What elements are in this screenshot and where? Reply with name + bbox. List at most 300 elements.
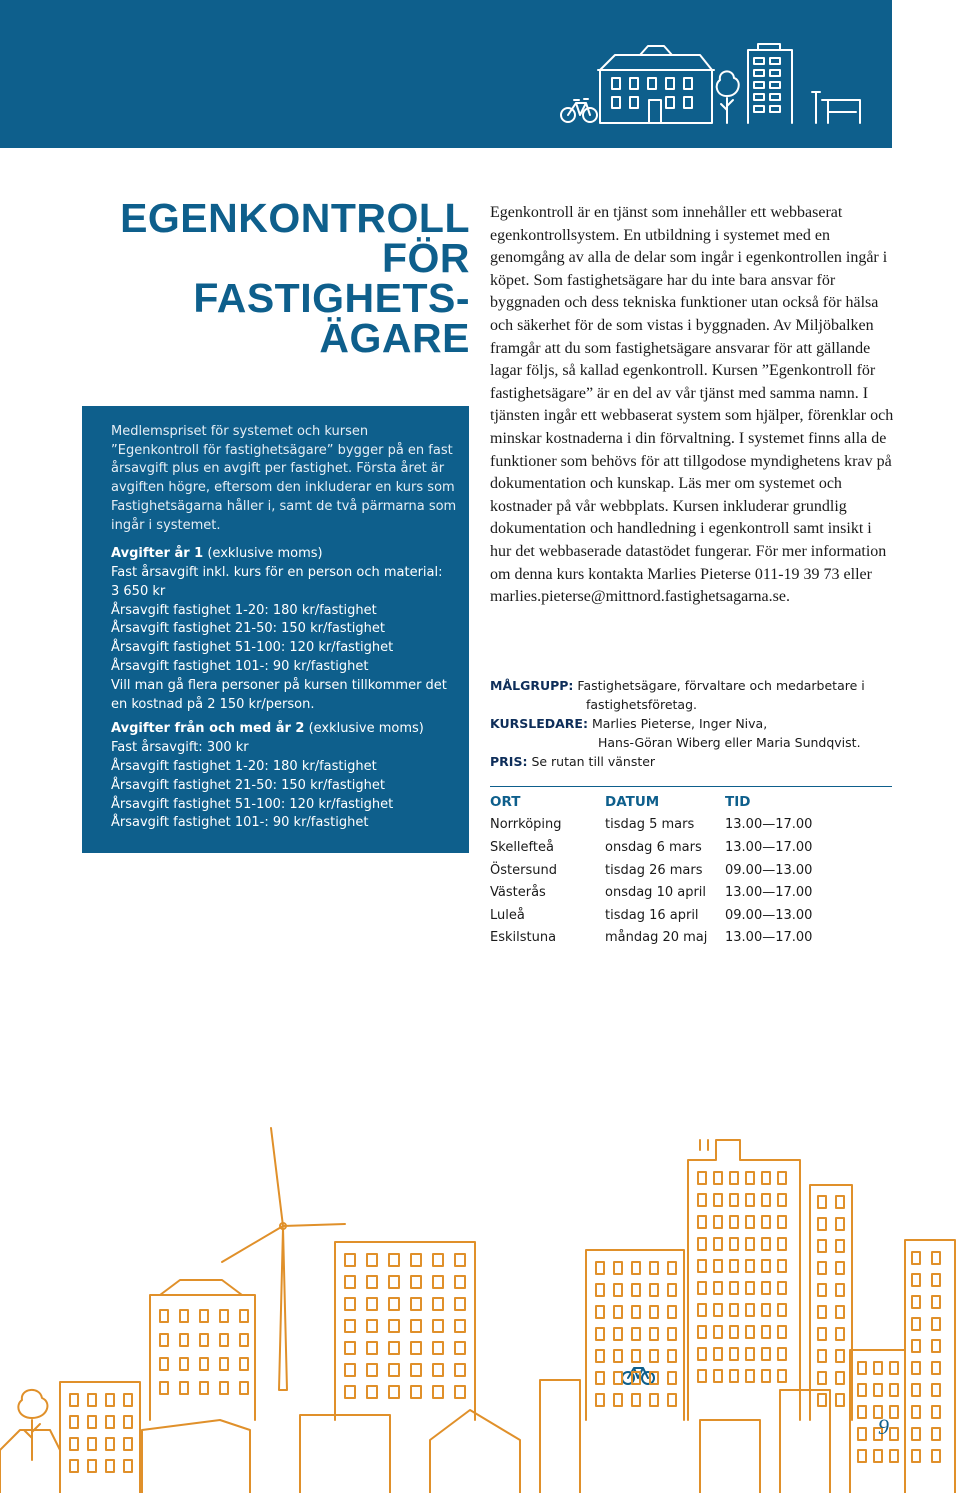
window-shape <box>650 1262 658 1274</box>
window-shape <box>858 1450 866 1462</box>
cell-date: tisdag 26 mars <box>605 862 703 878</box>
window-shape <box>836 1240 844 1252</box>
window-shape <box>836 1350 844 1362</box>
window-shape <box>762 1282 770 1294</box>
window-shape <box>762 1326 770 1338</box>
window-shape <box>180 1358 188 1370</box>
town-illustration <box>0 0 892 148</box>
instructors-label: KURSLEDARE: <box>490 716 588 731</box>
bicycle-icon <box>561 99 597 122</box>
window-shape <box>836 1196 844 1208</box>
window-shape <box>818 1240 826 1252</box>
pricing-intro: Medlemspriset för systemet och kursen ”Egenkontroll för fastighetsägare” bygger på en fast årsavgift plus en avgift per fastighet. Första året är avgiften högre, eftersom den inkluderar en kurs som Fastighetsägarna håller i, samt de två pärmarna som ingår i systemet. <box>111 424 457 533</box>
window-shape <box>345 1276 355 1288</box>
window-shape <box>411 1320 421 1332</box>
window-shape <box>730 1370 738 1382</box>
window-shape <box>762 1370 770 1382</box>
window-shape <box>818 1262 826 1274</box>
window-shape <box>455 1342 465 1354</box>
window-shape <box>778 1304 786 1316</box>
table-row <box>490 836 892 859</box>
window-shape <box>778 1216 786 1228</box>
window-shape <box>345 1298 355 1310</box>
city-skyline-illustration <box>0 1120 960 1493</box>
window-shape <box>818 1372 826 1384</box>
year2-heading <box>111 720 459 739</box>
window-shape <box>433 1342 443 1354</box>
year1-line: en kostnad på 2 150 kr/person. <box>111 696 315 712</box>
year1-line: Årsavgift fastighet 101-: 90 kr/fastighet <box>111 659 369 674</box>
window-shape <box>411 1386 421 1398</box>
window-shape <box>746 1216 754 1228</box>
window-shape <box>220 1334 228 1346</box>
window-shape <box>730 1260 738 1272</box>
window-shape <box>614 1394 622 1406</box>
window-shape <box>912 1252 920 1264</box>
col-header-place: ORT <box>490 794 521 811</box>
window-shape <box>762 1304 770 1316</box>
window-shape <box>240 1310 248 1322</box>
year1-line: Årsavgift fastighet 1-20: 180 kr/fastighet <box>111 602 377 618</box>
window-shape <box>389 1342 399 1354</box>
window-shape <box>932 1274 940 1286</box>
window-shape <box>874 1362 882 1374</box>
window-shape <box>714 1304 722 1316</box>
target-group-value: Fastighetsägare, förvaltare och medarbetare i <box>577 678 865 693</box>
window-shape <box>668 1350 676 1362</box>
year1-line: Årsavgift fastighet 21-50: 150 kr/fastighet <box>111 621 385 637</box>
table-row <box>490 904 892 927</box>
window-shape <box>932 1296 940 1308</box>
window-shape <box>433 1298 443 1310</box>
window-shape <box>778 1194 786 1206</box>
window-shape <box>746 1282 754 1294</box>
window-shape <box>836 1218 844 1230</box>
window-shape <box>367 1386 377 1398</box>
window-shape <box>433 1386 443 1398</box>
window-shape <box>730 1304 738 1316</box>
window-shape <box>668 1372 676 1384</box>
window-shape <box>200 1310 208 1322</box>
window-shape <box>762 1194 770 1206</box>
window-shape <box>778 1260 786 1272</box>
window-shape <box>433 1276 443 1288</box>
year2-heading-suffix: (exklusive moms) <box>304 721 424 737</box>
window-shape <box>890 1406 898 1418</box>
tree-icon <box>717 71 739 123</box>
target-group-row <box>490 676 910 695</box>
title-line-1: EGENKONTROLL <box>120 195 470 241</box>
building-icon <box>150 1280 255 1420</box>
year2-line: Årsavgift fastighet 51-100: 120 kr/fastighet <box>111 796 394 812</box>
window-shape <box>890 1384 898 1396</box>
year2-line: Årsavgift fastighet 21-50: 150 kr/fastighet <box>111 777 385 793</box>
wind-turbine-icon <box>222 1128 345 1390</box>
window-shape <box>714 1370 722 1382</box>
window-shape <box>714 1348 722 1360</box>
window-shape <box>698 1260 706 1272</box>
window-shape <box>698 1194 706 1206</box>
window-shape <box>890 1450 898 1462</box>
window-shape <box>614 1328 622 1340</box>
window-shape <box>778 1172 786 1184</box>
window-shape <box>632 1350 640 1362</box>
window-shape <box>455 1276 465 1288</box>
window-shape <box>836 1262 844 1274</box>
window-shape <box>345 1342 355 1354</box>
window-shape <box>668 1328 676 1340</box>
window-shape <box>778 1282 786 1294</box>
schedule-header <box>490 791 892 814</box>
window-shape <box>714 1172 722 1184</box>
window-shape <box>411 1254 421 1266</box>
window-shape <box>874 1450 882 1462</box>
window-shape <box>818 1196 826 1208</box>
house-icon <box>598 46 714 123</box>
window-shape <box>836 1372 844 1384</box>
header-banner <box>0 0 892 148</box>
window-shape <box>890 1362 898 1374</box>
window-shape <box>730 1326 738 1338</box>
window-shape <box>762 1260 770 1272</box>
instructors-value: Marlies Pieterse, Inger Niva, <box>591 716 768 731</box>
description-text: Egenkontroll är en tjänst som innehåller ett webbaserat egenkontrollsystem. En utbildning i systemet med en genomgång av alla de delar som ingår i egenkontrollen ingår i köpet. Som fastighetsägare har du inte bara ansvar för byggnaden och dess tekniska funktioner utan också för hälsa och säkerhet för de som vistas i byggnaden. Av Miljöbalken framgår att du som fastighetsägare ansvarar för att gällande lagar följs, så kallad egenkontroll. Kursen ”Egenkontroll för fastighetsägare” är en del av vår tjänst med samma namn. I tjänsten ingår ett webbaserat system som hjälper, förenklar och minskar kostnaderna i din förvaltning. I systemet finns alla de funktioner som behövs för att tillgodose myndighetens krav på dokumentation och kunskap. Läs mer om systemet och kostnader på vår webbplats. Kursen inkluderar grundlig dokumentation och handledning i egenkontroll samt insikt i hur det webbaserade datastödet fungerar. För mer information om denna kurs kontakta Marlies Pieterse 011-19 39 73 eller marlies.pieterse@mittnord.fastighetsagarna.se. <box>490 204 894 606</box>
window-shape <box>433 1320 443 1332</box>
window-shape <box>730 1282 738 1294</box>
window-shape <box>632 1284 640 1296</box>
window-shape <box>160 1358 168 1370</box>
year1-line: Årsavgift fastighet 51-100: 120 kr/fastighet <box>111 640 394 656</box>
tower-icon <box>688 1140 800 1420</box>
table-row <box>490 814 892 837</box>
window-shape <box>88 1438 96 1450</box>
window-shape <box>367 1254 377 1266</box>
window-shape <box>596 1262 604 1274</box>
window-shape <box>932 1428 940 1440</box>
window-shape <box>762 1216 770 1228</box>
tower-icon <box>748 44 792 123</box>
window-shape <box>240 1358 248 1370</box>
tower-icon <box>810 1185 852 1420</box>
window-shape <box>778 1326 786 1338</box>
window-shape <box>124 1438 132 1450</box>
window-shape <box>668 1306 676 1318</box>
bus-stop-icon <box>812 92 860 123</box>
window-shape <box>932 1252 940 1264</box>
window-shape <box>932 1450 940 1462</box>
window-shape <box>455 1386 465 1398</box>
window-shape <box>818 1306 826 1318</box>
year1-heading-bold: Avgifter år 1 <box>111 546 204 562</box>
window-shape <box>220 1358 228 1370</box>
window-shape <box>455 1320 465 1332</box>
cell-place: Eskilstuna <box>490 930 557 946</box>
course-meta <box>490 676 910 771</box>
window-shape <box>596 1394 604 1406</box>
window-shape <box>70 1394 78 1406</box>
window-shape <box>746 1326 754 1338</box>
window-shape <box>698 1304 706 1316</box>
window-shape <box>778 1238 786 1250</box>
window-shape <box>730 1348 738 1360</box>
window-shape <box>836 1306 844 1318</box>
year1-line: Fast årsavgift inkl. kurs för en person och material: <box>111 565 443 581</box>
window-shape <box>345 1254 355 1266</box>
window-shape <box>698 1326 706 1338</box>
col-header-time: TID <box>725 794 751 811</box>
window-shape <box>932 1340 940 1352</box>
year1-lines <box>111 564 459 714</box>
window-shape <box>433 1254 443 1266</box>
window-shape <box>200 1358 208 1370</box>
window-shape <box>596 1284 604 1296</box>
window-shape <box>389 1254 399 1266</box>
window-shape <box>632 1394 640 1406</box>
year2-lines <box>111 739 459 833</box>
year2-heading-bold: Avgifter från och med år 2 <box>111 721 305 737</box>
table-row <box>490 881 892 904</box>
tree-icon <box>18 1390 47 1460</box>
window-shape <box>596 1328 604 1340</box>
window-shape <box>668 1284 676 1296</box>
window-shape <box>762 1348 770 1360</box>
window-shape <box>730 1238 738 1250</box>
window-shape <box>746 1172 754 1184</box>
window-shape <box>650 1394 658 1406</box>
window-shape <box>746 1260 754 1272</box>
window-shape <box>389 1298 399 1310</box>
window-shape <box>389 1386 399 1398</box>
year1-heading <box>111 545 459 564</box>
window-shape <box>106 1460 114 1472</box>
window-shape <box>650 1306 658 1318</box>
window-shape <box>614 1284 622 1296</box>
window-shape <box>932 1406 940 1418</box>
cell-time: 13.00—17.00 <box>725 839 813 855</box>
window-shape <box>762 1238 770 1250</box>
window-shape <box>746 1238 754 1250</box>
window-shape <box>818 1284 826 1296</box>
window-shape <box>180 1310 188 1322</box>
year1-heading-suffix: (exklusive moms) <box>203 546 323 562</box>
page-title <box>100 195 470 361</box>
window-shape <box>88 1460 96 1472</box>
window-shape <box>932 1362 940 1374</box>
window-shape <box>389 1320 399 1332</box>
window-shape <box>160 1382 168 1394</box>
year1-line: Vill man gå flera personer på kursen tillkommer det <box>111 677 447 693</box>
window-shape <box>389 1364 399 1376</box>
window-shape <box>858 1406 866 1418</box>
window-shape <box>200 1334 208 1346</box>
cell-place: Norrköping <box>490 817 562 833</box>
window-shape <box>88 1416 96 1428</box>
window-shape <box>106 1394 114 1406</box>
window-shape <box>818 1328 826 1340</box>
table-row <box>490 927 892 950</box>
window-shape <box>932 1384 940 1396</box>
window-shape <box>411 1342 421 1354</box>
window-shape <box>240 1334 248 1346</box>
window-shape <box>200 1382 208 1394</box>
window-shape <box>160 1334 168 1346</box>
window-shape <box>698 1172 706 1184</box>
instructors-row <box>490 714 910 733</box>
window-shape <box>345 1386 355 1398</box>
window-shape <box>746 1304 754 1316</box>
window-shape <box>698 1216 706 1228</box>
window-shape <box>455 1298 465 1310</box>
cell-place: Östersund <box>490 862 557 878</box>
window-shape <box>746 1370 754 1382</box>
window-shape <box>714 1194 722 1206</box>
window-shape <box>632 1262 640 1274</box>
window-shape <box>596 1372 604 1384</box>
cell-time: 09.00—13.00 <box>725 907 813 923</box>
window-shape <box>698 1370 706 1382</box>
window-shape <box>836 1328 844 1340</box>
window-shape <box>70 1438 78 1450</box>
window-shape <box>389 1276 399 1288</box>
schedule-rule <box>490 786 892 787</box>
window-shape <box>730 1216 738 1228</box>
window-shape <box>912 1362 920 1374</box>
window-shape <box>650 1284 658 1296</box>
col-header-date: DATUM <box>605 794 660 811</box>
window-shape <box>714 1326 722 1338</box>
window-shape <box>714 1282 722 1294</box>
window-shape <box>650 1328 658 1340</box>
cell-date: onsdag 6 mars <box>605 839 702 855</box>
window-shape <box>614 1350 622 1362</box>
window-shape <box>411 1276 421 1288</box>
window-shape <box>836 1394 844 1406</box>
window-shape <box>70 1460 78 1472</box>
window-shape <box>106 1416 114 1428</box>
year1-line: 3 650 kr <box>111 583 166 599</box>
year2-line: Årsavgift fastighet 1-20: 180 kr/fastighet <box>111 758 377 774</box>
window-shape <box>367 1364 377 1376</box>
cell-date: tisdag 16 april <box>605 907 699 923</box>
title-line-3: ÄGARE <box>319 315 470 361</box>
window-shape <box>220 1310 228 1322</box>
window-shape <box>180 1382 188 1394</box>
window-shape <box>124 1416 132 1428</box>
year2-line: Årsavgift fastighet 101-: 90 kr/fastighet <box>111 815 369 831</box>
cell-place: Västerås <box>490 885 546 901</box>
window-shape <box>124 1394 132 1406</box>
cell-time: 13.00—17.00 <box>725 817 813 833</box>
cell-date: måndag 20 maj <box>605 930 708 946</box>
window-shape <box>778 1370 786 1382</box>
window-shape <box>367 1320 377 1332</box>
window-shape <box>220 1382 228 1394</box>
cell-place: Luleå <box>490 907 525 923</box>
window-shape <box>912 1406 920 1418</box>
window-shape <box>912 1450 920 1462</box>
window-shape <box>596 1350 604 1362</box>
window-shape <box>411 1364 421 1376</box>
window-shape <box>433 1364 443 1376</box>
window-shape <box>858 1428 866 1440</box>
window-shape <box>668 1394 676 1406</box>
window-shape <box>106 1438 114 1450</box>
window-shape <box>730 1172 738 1184</box>
window-shape <box>160 1310 168 1322</box>
window-shape <box>614 1262 622 1274</box>
window-shape <box>858 1384 866 1396</box>
schedule-table <box>490 786 892 949</box>
window-shape <box>180 1334 188 1346</box>
window-shape <box>818 1218 826 1230</box>
window-shape <box>367 1298 377 1310</box>
target-group-label: MÅLGRUPP: <box>490 678 574 693</box>
window-shape <box>874 1384 882 1396</box>
instructors-value-cont: Hans-Göran Wiberg eller Maria Sundqvist. <box>598 735 861 750</box>
window-shape <box>698 1238 706 1250</box>
window-shape <box>762 1172 770 1184</box>
window-shape <box>455 1254 465 1266</box>
price-value: Se rutan till vänster <box>531 754 656 769</box>
window-shape <box>912 1384 920 1396</box>
window-shape <box>912 1318 920 1330</box>
window-shape <box>345 1364 355 1376</box>
window-shape <box>912 1274 920 1286</box>
window-shape <box>614 1372 622 1384</box>
window-shape <box>746 1348 754 1360</box>
window-shape <box>912 1296 920 1308</box>
pricing-box <box>82 406 469 853</box>
window-shape <box>912 1428 920 1440</box>
title-line-2: FÖR FASTIGHETS- <box>193 235 470 321</box>
house-icon <box>0 1240 955 1493</box>
window-shape <box>932 1318 940 1330</box>
window-shape <box>746 1194 754 1206</box>
window-shape <box>778 1348 786 1360</box>
window-shape <box>714 1238 722 1250</box>
year2-line: Fast årsavgift: 300 kr <box>111 740 249 756</box>
window-shape <box>818 1350 826 1362</box>
window-shape <box>668 1262 676 1274</box>
window-shape <box>455 1364 465 1376</box>
cell-time: 13.00—17.00 <box>725 885 813 901</box>
window-shape <box>367 1276 377 1288</box>
cell-time: 13.00—17.00 <box>725 930 813 946</box>
window-shape <box>858 1362 866 1374</box>
window-shape <box>70 1416 78 1428</box>
target-group-value-cont: fastighetsföretag. <box>586 697 697 712</box>
window-shape <box>367 1342 377 1354</box>
window-shape <box>596 1306 604 1318</box>
cell-date: onsdag 10 april <box>605 885 707 901</box>
window-shape <box>240 1382 248 1394</box>
window-shape <box>411 1298 421 1310</box>
window-shape <box>714 1216 722 1228</box>
cell-date: tisdag 5 mars <box>605 817 695 833</box>
price-row <box>490 752 910 771</box>
window-shape <box>890 1428 898 1440</box>
table-row <box>490 859 892 882</box>
window-shape <box>730 1194 738 1206</box>
cell-place: Skellefteå <box>490 839 554 855</box>
window-shape <box>632 1328 640 1340</box>
window-shape <box>912 1340 920 1352</box>
window-shape <box>345 1320 355 1332</box>
window-shape <box>88 1394 96 1406</box>
cell-time: 09.00—13.00 <box>725 862 813 878</box>
window-shape <box>698 1282 706 1294</box>
window-shape <box>632 1306 640 1318</box>
